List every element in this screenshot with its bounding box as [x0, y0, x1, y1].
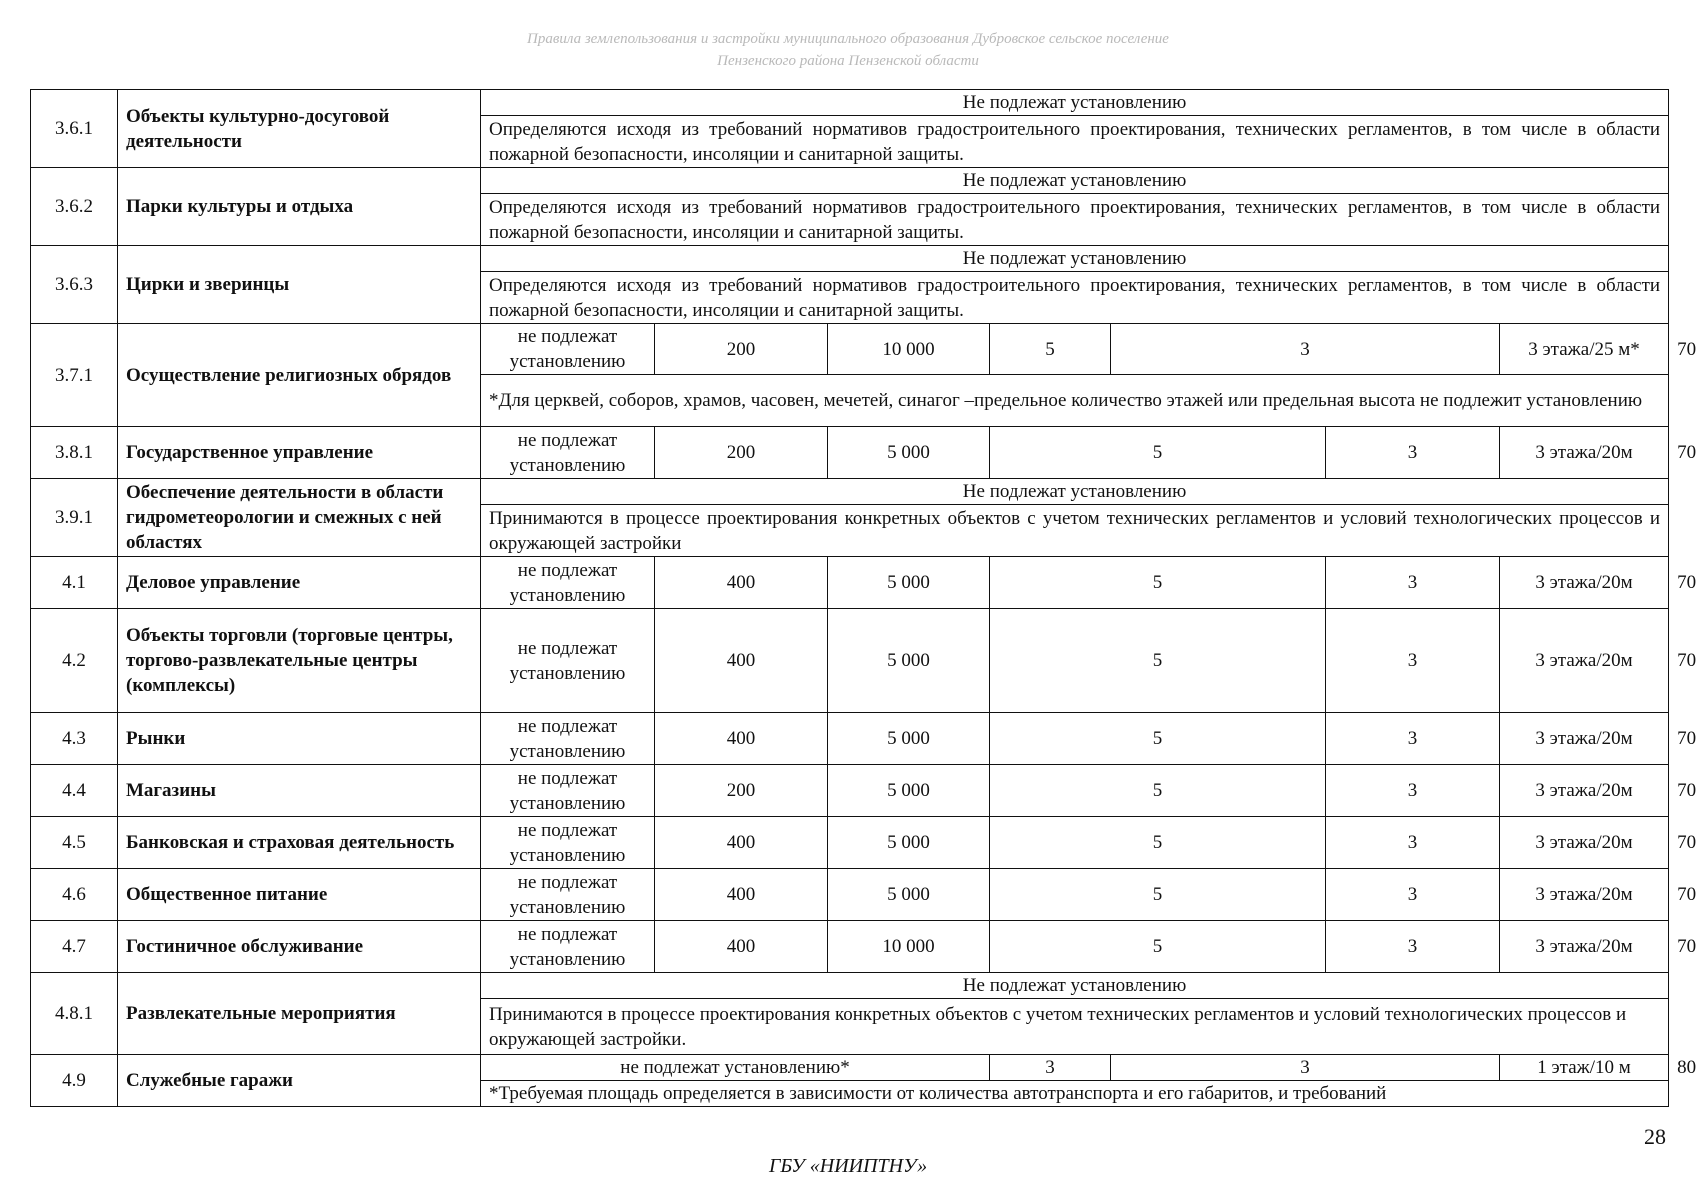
table-row — [31, 168, 1669, 194]
value-cell: 5 000 — [828, 765, 990, 817]
row-name: Служебные гаражи — [118, 1055, 481, 1107]
value-cell: 3 — [1326, 869, 1500, 921]
norms-note-cell: Определяются исходя из требований нормативов градостроительного проектирования, технических регламентов, в том числе в области пожарной безопасности, инсоляции и санитарной защиты. — [481, 116, 1669, 168]
table-row: 4.4 Магазины не подлежат установлению 200 5 000 5 3 3 этажа/20м 70 — [31, 765, 1669, 817]
value-cell: 3 — [1326, 765, 1500, 817]
value-cell: 5 — [990, 921, 1326, 973]
value-cell: 3 этажа/20м — [1500, 427, 1669, 479]
row-name: Рынки — [118, 713, 481, 765]
table-row: 4.6 Общественное питание не подлежат установлению 400 5 000 5 3 3 этажа/20м 70 — [31, 869, 1669, 921]
row-name: Цирки и зверинцы — [118, 246, 481, 324]
value-cell: 3 — [1326, 713, 1500, 765]
value-cell: 3 этажа/20м — [1500, 557, 1669, 609]
row-name: Обеспечение деятельности в области гидрометеорологии и смежных с ней областях — [118, 479, 481, 557]
value-cell: 1 этаж/10 м — [1500, 1055, 1669, 1081]
row-name: Парки культуры и отдыха — [118, 168, 481, 246]
table-row: 4.2 Объекты торговли (торговые центры, торгово-развлекательные центры (комплексы) не подлежат установлению 400 5 000 5 3 3 этажа/20м 70 — [31, 609, 1669, 713]
value-cell: 3 этажа/20м — [1500, 817, 1669, 869]
table-row — [31, 973, 1669, 999]
value-cell: не подлежат установлению — [481, 557, 655, 609]
row-name: Осуществление религиозных обрядов — [118, 324, 481, 427]
value-cell: 5 000 — [828, 869, 990, 921]
page-number: 28 — [1644, 1124, 1666, 1149]
value-cell: 3 — [990, 1055, 1111, 1081]
value-cell: 3 этажа/20м — [1500, 869, 1669, 921]
row-name: Общественное питание — [118, 869, 481, 921]
value-cell: не подлежат установлению — [481, 713, 655, 765]
value-cell: 3 — [1326, 427, 1500, 479]
not-established-cell: Не подлежат установлению — [481, 973, 1669, 999]
value-cell: не подлежат установлению — [481, 869, 655, 921]
value-cell: 400 — [655, 817, 828, 869]
value-cell: 5 000 — [828, 557, 990, 609]
value-cell: 3 этажа/20м — [1500, 921, 1669, 973]
row-number: 4.1 — [31, 557, 118, 609]
not-established-cell: Не подлежат установлению — [481, 246, 1669, 272]
value-cell: 10 000 — [828, 921, 990, 973]
row-name: Магазины — [118, 765, 481, 817]
row-name: Деловое управление — [118, 557, 481, 609]
row-number: 4.9 — [31, 1055, 118, 1107]
value-cell: 400 — [655, 713, 828, 765]
regulations-table — [30, 89, 1696, 1107]
value-cell: 3 этажа/20м — [1500, 609, 1669, 713]
norms-note-cell: Определяются исходя из требований нормативов градостроительного проектирования, технических регламентов, в том числе в области пожарной безопасности, инсоляции и санитарной защиты. — [481, 194, 1669, 246]
table-row: 4.7 Гостиничное обслуживание не подлежат установлению 400 10 000 5 3 3 этажа/20м 70 — [31, 921, 1669, 973]
row-name: Развлекательные мероприятия — [118, 973, 481, 1055]
value-cell: 3 этажа/20м — [1500, 765, 1669, 817]
table-row: 3.7.1 Осуществление религиозных обрядов не подлежат установлению 200 10 000 5 3 3 этажа/25 м* 70 — [31, 324, 1669, 375]
value-cell: не подлежат установлению — [481, 324, 655, 375]
header-line-2: Пензенского района Пензенской области — [717, 53, 979, 69]
value-cell: 5 — [990, 713, 1326, 765]
value-cell: не подлежат установлению — [481, 765, 655, 817]
table-row: 4.9 Служебные гаражи не подлежат установлению* 3 3 1 этаж/10 м 80 — [31, 1055, 1669, 1081]
row-number: 4.4 — [31, 765, 118, 817]
design-note-cell: Принимаются в процессе проектирования конкретных объектов с учетом технических регламентов и условий технологических процессов и окружающей застройки. — [481, 999, 1669, 1055]
value-cell: 5 — [990, 427, 1326, 479]
value-cell: 5 — [990, 324, 1111, 375]
value-cell: 400 — [655, 921, 828, 973]
value-cell: 5 000 — [828, 817, 990, 869]
value-cell: 400 — [655, 557, 828, 609]
value-cell: 3 этажа/25 м* — [1500, 324, 1669, 375]
value-cell: 3 — [1326, 557, 1500, 609]
value-cell: 5 — [990, 817, 1326, 869]
not-established-cell: Не подлежат установлению — [481, 90, 1669, 116]
value-cell: 200 — [655, 427, 828, 479]
value-cell: 5 000 — [828, 427, 990, 479]
value-cell: 400 — [655, 869, 828, 921]
row-name: Государственное управление — [118, 427, 481, 479]
value-cell: 5 — [990, 609, 1326, 713]
row-number: 3.6.1 — [31, 90, 118, 168]
table-row: 4.1 Деловое управление не подлежат установлению 400 5 000 5 3 3 этажа/20м 70 — [31, 557, 1669, 609]
value-cell: 10 000 — [828, 324, 990, 375]
value-cell: 5 — [990, 765, 1326, 817]
table-row: 4.3 Рынки не подлежат установлению 400 5 000 5 3 3 этажа/20м 70 — [31, 713, 1669, 765]
row-number: 4.6 — [31, 869, 118, 921]
table-row — [31, 246, 1669, 272]
row-name: Объекты культурно-досуговой деятельности — [118, 90, 481, 168]
not-established-cell: Не подлежат установлению — [481, 168, 1669, 194]
table-row: 3.8.1 Государственное управление не подлежат установлению 200 5 000 5 3 3 этажа/20м 70 — [31, 427, 1669, 479]
table-row — [31, 479, 1669, 505]
row-number: 4.8.1 — [31, 973, 118, 1055]
value-cell: не подлежат установлению* — [481, 1055, 990, 1081]
value-cell: 5 — [990, 869, 1326, 921]
value-cell: 3 — [1326, 609, 1500, 713]
value-cell: 5 000 — [828, 713, 990, 765]
footnote-cell: *Требуемая площадь определяется в зависимости от количества автотранспорта и его габаритов, и требований — [481, 1081, 1669, 1107]
row-number: 3.9.1 — [31, 479, 118, 557]
value-cell: 3 — [1326, 921, 1500, 973]
row-name: Объекты торговли (торговые центры, торгово-развлекательные центры (комплексы) — [118, 609, 481, 713]
row-number: 4.3 — [31, 713, 118, 765]
row-number: 4.2 — [31, 609, 118, 713]
row-name: Гостиничное обслуживание — [118, 921, 481, 973]
row-number: 3.8.1 — [31, 427, 118, 479]
row-number: 4.7 — [31, 921, 118, 973]
value-cell: 3 этажа/20м — [1500, 713, 1669, 765]
value-cell: не подлежат установлению — [481, 921, 655, 973]
value-cell: 400 — [655, 609, 828, 713]
page-header — [0, 28, 1696, 72]
value-cell: 3 — [1111, 1055, 1500, 1081]
row-name: Банковская и страховая деятельность — [118, 817, 481, 869]
not-established-cell: Не подлежат установлению — [481, 479, 1669, 505]
value-cell: не подлежат установлению — [481, 817, 655, 869]
norms-note-cell: Определяются исходя из требований нормативов градостроительного проектирования, технических регламентов, в том числе в области пожарной безопасности, инсоляции и санитарной защиты. — [481, 272, 1669, 324]
design-note-cell: Принимаются в процессе проектирования конкретных объектов с учетом технических регламентов и условий технологических процессов и окружающей застройки — [481, 505, 1669, 557]
table-row — [31, 90, 1669, 116]
row-number: 3.6.3 — [31, 246, 118, 324]
footnote-cell: *Для церквей, соборов, храмов, часовен, мечетей, синагог –предельное количество этажей или предельная высота не подлежит установлению — [481, 375, 1669, 427]
value-cell: 5 — [990, 557, 1326, 609]
value-cell: 3 — [1111, 324, 1500, 375]
row-number: 3.6.2 — [31, 168, 118, 246]
page-footer: ГБУ «НИИПТНУ» — [768, 1155, 928, 1177]
table-row: 4.5 Банковская и страховая деятельность не подлежат установлению 400 5 000 5 3 3 этажа/20м 70 — [31, 817, 1669, 869]
header-line-1: Правила землепользования и застройки муниципального образования Дубровское сельское поселение — [527, 31, 1169, 47]
value-cell: не подлежат установлению — [481, 609, 655, 713]
value-cell: 5 000 — [828, 609, 990, 713]
value-cell: 200 — [655, 324, 828, 375]
row-number: 3.7.1 — [31, 324, 118, 427]
value-cell: 3 — [1326, 817, 1500, 869]
value-cell: не подлежат установлению — [481, 427, 655, 479]
value-cell: 200 — [655, 765, 828, 817]
row-number: 4.5 — [31, 817, 118, 869]
